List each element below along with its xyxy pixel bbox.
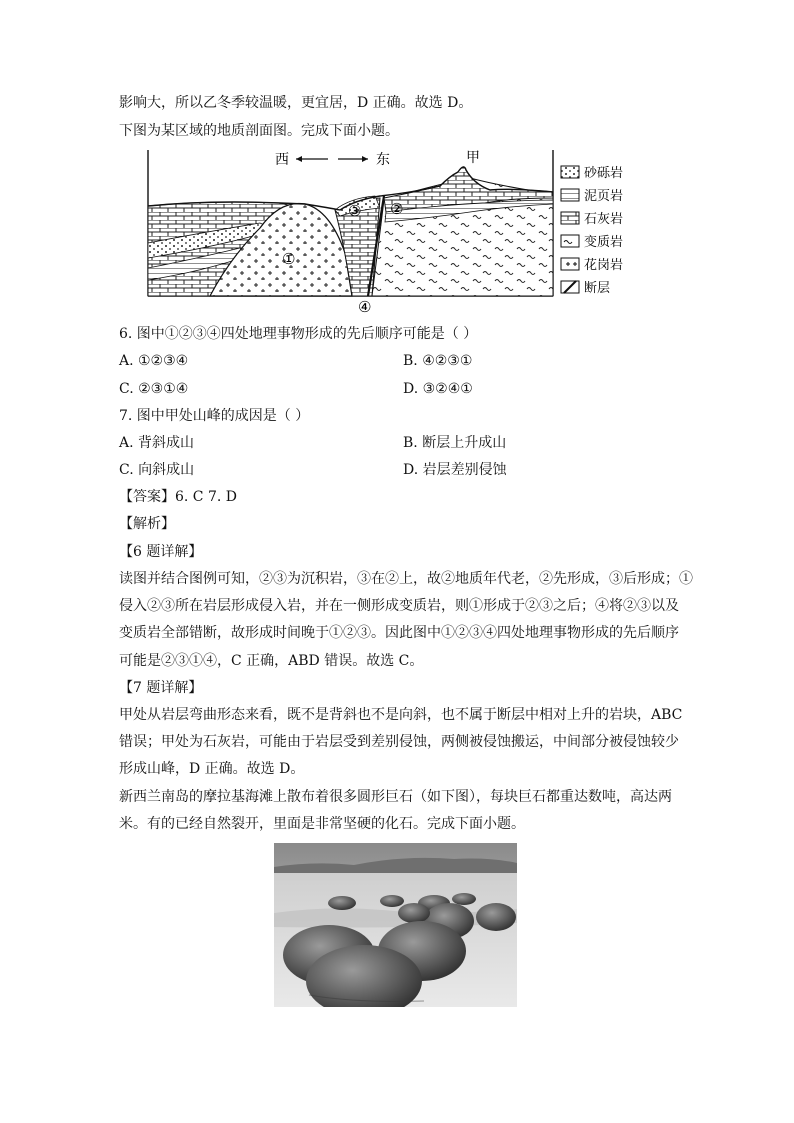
q6-detail-line-2: 侵入②③所在岩层形成侵入岩，并在一侧形成变质岩，则①形成于②③之后；④将②③以及 <box>119 598 679 614</box>
q7-option-b: B. 断层上升成山 <box>403 435 507 451</box>
legend-label-2: 石灰岩 <box>584 212 624 227</box>
q6-option-b: B. ④②③① <box>403 353 473 369</box>
legend-label-4: 花岗岩 <box>584 258 624 273</box>
q6-option-d: D. ③②④① <box>403 381 473 397</box>
geologic-cross-section <box>140 148 640 316</box>
line-p1: 影响大，所以乙冬季较温暖，更宜居，D 正确。故选 D。 <box>119 95 473 111</box>
q6-detail-line-4: 可能是②③①④，C 正确，ABD 错误。故选 C。 <box>119 653 424 669</box>
intro-line-1: 新西兰南岛的摩拉基海滩上散布着很多圆形巨石（如下图），每块巨石都重达数吨，高达两 <box>119 789 672 805</box>
line-p2: 下图为某区域的地质剖面图。完成下面小题。 <box>119 123 399 139</box>
intro-line-2: 米。有的已经自然裂开，里面是非常坚硬的化石。完成下面小题。 <box>119 816 525 832</box>
label-west: 西 <box>275 152 289 168</box>
q7-stem: 7. 图中甲处山峰的成因是（ ） <box>119 408 310 424</box>
q7-option-d: D. 岩层差别侵蚀 <box>403 462 507 478</box>
q7-option-c: C. 向斜成山 <box>119 462 195 478</box>
q6-option-a: A. ①②③④ <box>119 353 189 369</box>
q6-stem: 6. 图中①②③④四处地理事物形成的先后顺序可能是（ ） <box>119 326 478 342</box>
label-3: ③ <box>348 202 362 220</box>
legend-label-3: 变质岩 <box>584 235 624 250</box>
q6-option-c: C. ②③①④ <box>119 381 189 397</box>
q6-detail-line-3: 变质岩全部错断，故形成时间晚于①②③。因此图中①②③④四处地理事物形成的先后顺序 <box>119 625 679 641</box>
q7-detail-line-3: 形成山峰，D 正确。故选 D。 <box>119 761 305 777</box>
q7-detail-line-1: 甲处从岩层弯曲形态来看，既不是背斜也不是向斜，也不属于断层中相对上升的岩块，ABC <box>119 707 683 723</box>
legend-label-0: 砂砾岩 <box>584 166 624 181</box>
boulders-photo <box>274 843 517 1007</box>
q6-detail-heading: 【6 题详解】 <box>119 544 203 560</box>
q7-option-a: A. 背斜成山 <box>119 435 195 451</box>
q7-detail-line-2: 错误；甲处为石灰岩，可能由于岩层受到差别侵蚀，两侧被侵蚀搬运，中间部分被侵蚀较少 <box>119 734 679 750</box>
q6-detail-line-1: 读图并结合图例可知，②③为沉积岩，③在②上，故②地质年代老，②先形成，③后形成；① <box>119 571 693 587</box>
label-2: ② <box>390 200 404 218</box>
legend <box>561 165 623 296</box>
label-jia: 甲 <box>466 150 480 166</box>
label-4: ④ <box>358 298 372 316</box>
analysis-heading: 【解析】 <box>119 516 175 532</box>
label-east: 东 <box>376 152 390 168</box>
label-1: ① <box>282 250 296 268</box>
answer-line: 【答案】6. C 7. D <box>119 489 238 505</box>
legend-label-5: 断层 <box>584 281 611 296</box>
legend-label-1: 泥页岩 <box>584 189 624 204</box>
q7-detail-heading: 【7 题详解】 <box>119 680 203 696</box>
